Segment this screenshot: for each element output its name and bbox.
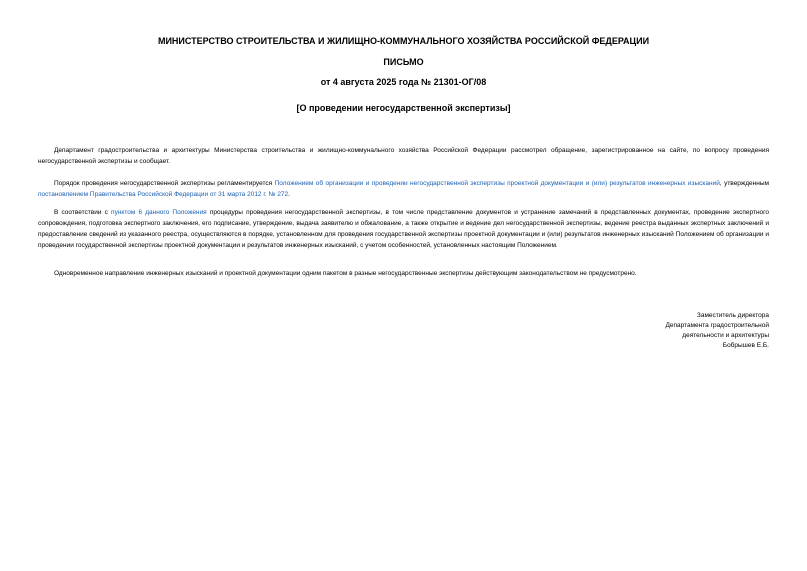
government-decree-link[interactable]: постановлением Правительства Российской Федерации от 31 марта 2012 г. № 272 — [38, 191, 289, 198]
signature-name: Бобрышев Е.Б. — [722, 342, 769, 349]
paragraph-1 — [38, 145, 769, 167]
document-subject: [О проведении негосударственной экспертизы] — [296, 103, 511, 113]
paragraph-3 — [38, 207, 769, 251]
paragraph-4 — [38, 268, 769, 279]
paragraph-2 — [38, 178, 769, 200]
document-date-number: от 4 августа 2025 года № 21301-ОГ/08 — [320, 77, 487, 87]
paragraph-2-text-end: . — [288, 191, 290, 198]
signature-position-line-3: деятельности и архитектуры — [682, 332, 769, 339]
paragraph-3-text-start: В соответствии с — [54, 209, 112, 216]
regulation-link[interactable]: Положением об организации и проведении негосударственной экспертизы проектной документации и (или) результатов инженерных изысканий — [274, 180, 720, 187]
ministry-title: МИНИСТЕРСТВО СТРОИТЕЛЬСТВА И ЖИЛИЩНО-КОММУНАЛЬНОГО ХОЗЯЙСТВА РОССИЙСКОЙ ФЕДЕРАЦИИ — [157, 36, 650, 46]
clause-6-link[interactable]: пунктом 6 данного Положения — [111, 209, 207, 216]
signature-block — [665, 311, 769, 351]
signature-position-line-1: Заместитель директора — [696, 312, 769, 319]
paragraph-2-text-mid: , утвержденным — [719, 180, 769, 187]
paragraph-1-text: Департамент градостроительства и архитектуры Министерства строительства и жилищно-коммунального хозяйства Российской Федерации рассмотрел обращение, зарегистрированное на сайте, по вопросу проведения негосударственной экспертизы и сообщает. — [38, 147, 769, 165]
document-type: ПИСЬМО — [383, 57, 424, 67]
paragraph-4-text: Одновременное направление инженерных изысканий и проектной документации одним пакетом в разные негосударственные экспертизы действующим законодательством не предусмотрено. — [54, 270, 637, 277]
paragraph-2-text-start: Порядок проведения негосударственной экспертизы регламентируется — [54, 180, 275, 187]
signature-position-line-2: Департамента градостроительной — [665, 322, 769, 329]
paragraph-3-text-rest: процедуры проведения негосударственной экспертизы, в том числе представление документов и устранение замечаний в представленных документах, проведение экспертного сопровождения, подготовка экспертного заключения, его подписание, утверждение, выдача заявителю и обжалование, а также открытие и ведение дел негосударственной экспертизы, ведение реестра выданных экспертных заключений и предоставление сведений из указанного реестра, осуществляются в порядке, установленном для проведения государственной экспертизы проектной документации и (или) результатов инженерных изысканий Положением об организации и проведении государственной экспертизы проектной документации и результатов инженерных изысканий, с учетом особенностей, установленных настоящим Положением. — [38, 209, 770, 249]
